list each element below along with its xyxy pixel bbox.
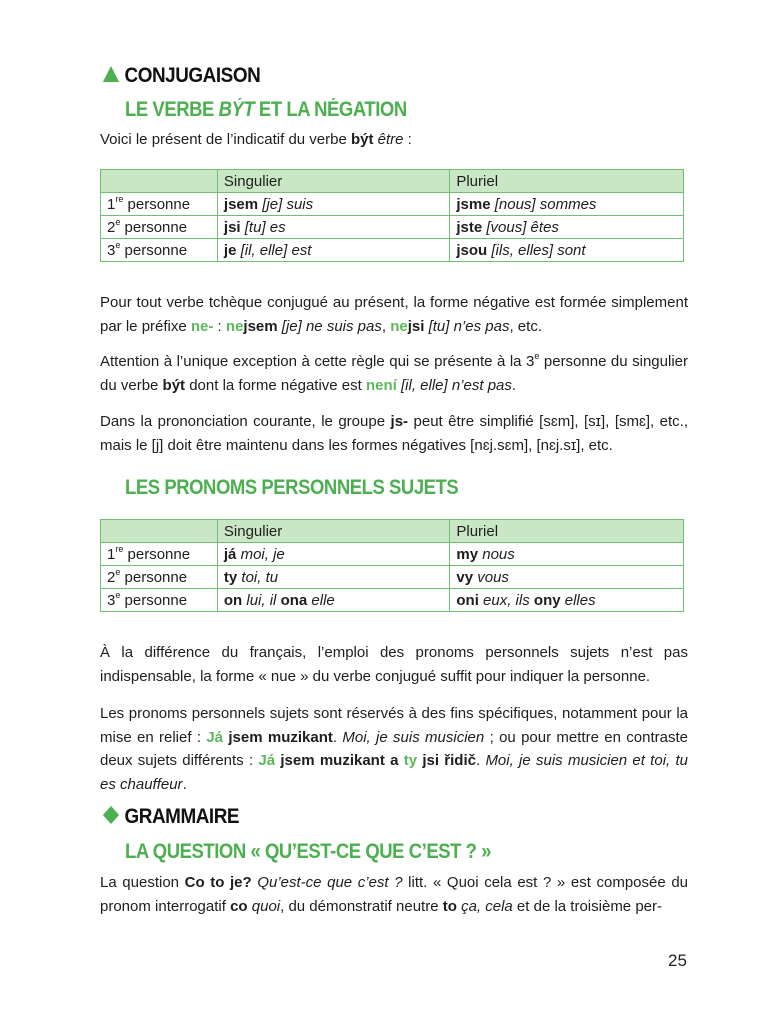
section-heading-conjugaison: [102, 63, 260, 89]
plural-cell: jsme [nous] sommes: [450, 193, 684, 216]
usage-paragraph: Les pronoms personnels sujets sont réservés à des fins spécifiques, notamment pour la mise en relief : Já jsem muzikant. Moi, je suis musicien ; ou pour mettre en contraste deux sujets différents : Já jsem muzikant a ty jsi řidič. Moi, je suis musicien et toi, tu es chauffeur.: [100, 705, 688, 793]
singular-cell: je [il, elle] est: [217, 239, 449, 262]
plural-cell: jsou [ils, elles] sont: [450, 239, 684, 262]
singular-cell: já moi, je: [217, 543, 449, 566]
table-row: [101, 239, 684, 262]
plural-cell: vy vous: [450, 566, 684, 589]
conjugation-table: [100, 169, 684, 262]
subheading-pronoms: LES PRONOMS PERSONNELS SUJETS: [125, 476, 459, 499]
table-header-cell: [101, 520, 218, 543]
section-heading-grammaire: [102, 804, 239, 830]
pronouns-table: [100, 519, 684, 612]
table-row: [101, 589, 684, 612]
table-header-cell: Pluriel: [450, 170, 684, 193]
difference-paragraph: À la différence du français, l’emploi des pronoms personnels sujets n’est pas indispensable, la forme « nue » du verbe conjugué suffit pour indiquer la personne.: [100, 644, 688, 685]
person-cell: 2e personne: [101, 566, 218, 589]
table-header-cell: Pluriel: [450, 520, 684, 543]
diamond-icon: [102, 805, 120, 825]
plural-cell: my nous: [450, 543, 684, 566]
person-cell: 3e personne: [101, 239, 218, 262]
triangle-icon: [102, 65, 120, 83]
section-title: CONJUGAISON: [124, 64, 261, 87]
pronunciation-paragraph: Dans la prononciation courante, le groupe js- peut être simplifié [sɛm], [sɪ], [smɛ], etc., mais le [j] doit être maintenu dans les formes négatives [nɛj.sɛm], [nɛj.sɪ], etc.: [100, 413, 689, 454]
subheading-question: LA QUESTION « QU’EST-CE QUE C’EST ? »: [125, 840, 492, 863]
table-header-cell: [101, 170, 218, 193]
person-cell: 1re personne: [101, 543, 218, 566]
subheading-verbe-byt: LE VERBE BÝT ET LA NÉGATION: [125, 98, 407, 121]
table-row: [101, 193, 684, 216]
table-header-cell: Singulier: [217, 520, 449, 543]
singular-cell: ty toi, tu: [217, 566, 449, 589]
person-cell: 2e personne: [101, 216, 218, 239]
table-header-row: [101, 170, 684, 193]
question-paragraph: La question Co to je? Qu’est-ce que c’est ? litt. « Quoi cela est ? » est composée du pronom interrogatif co quoi, du démonstratif neutre to ça, cela et de la troisième per-: [100, 874, 689, 915]
table-header-row: [101, 520, 684, 543]
singular-cell: jsi [tu] es: [217, 216, 449, 239]
plural-cell: jste [vous] êtes: [450, 216, 684, 239]
table-row: [101, 216, 684, 239]
section-title: GRAMMAIRE: [124, 805, 240, 828]
person-cell: 3e personne: [101, 589, 218, 612]
table-row: [101, 543, 684, 566]
table-row: [101, 566, 684, 589]
negation-paragraph: Pour tout verbe tchèque conjugué au présent, la forme négative est formée simplement par le préfixe ne- : nejsem [je] ne suis pas, nejsi [tu] n’es pas, etc.: [100, 294, 688, 335]
exception-paragraph: Attention à l’unique exception à cette règle qui se présente à la 3e personne du singulier du verbe být dont la forme négative est není [il, elle] n’est pas.: [100, 351, 688, 394]
table-header-cell: Singulier: [217, 170, 449, 193]
intro-paragraph: Voici le présent de l’indicatif du verbe být être :: [100, 131, 412, 148]
singular-cell: on lui, il ona elle: [217, 589, 449, 612]
page-number: 25: [668, 951, 687, 970]
person-cell: 1re personne: [101, 193, 218, 216]
plural-cell: oni eux, ils ony elles: [450, 589, 684, 612]
singular-cell: jsem [je] suis: [217, 193, 449, 216]
